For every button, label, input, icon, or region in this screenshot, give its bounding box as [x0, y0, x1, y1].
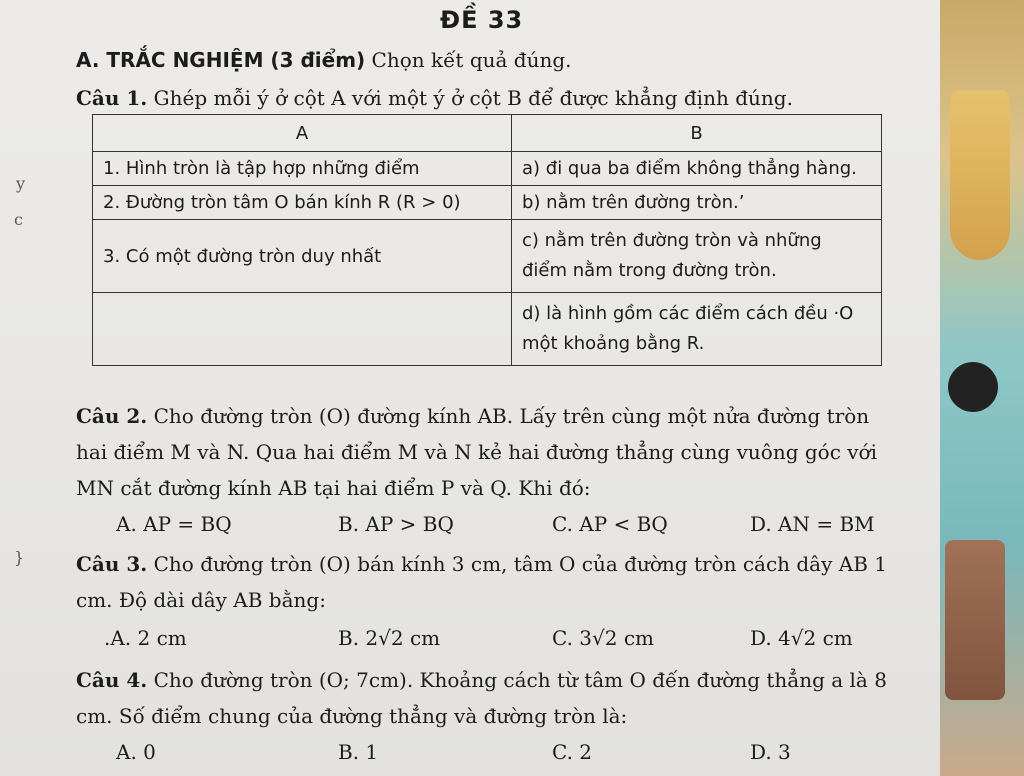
table-cell-b: b) nằm trên đường tròn.’ [512, 186, 882, 220]
background-dark-circle [948, 362, 998, 412]
question-1 [76, 86, 793, 110]
table-header-row [93, 115, 882, 152]
table-cell-a: 2. Đường tròn tâm O bán kính R (R > 0) [93, 186, 512, 220]
column-header-b: B [512, 115, 882, 152]
table-row [93, 186, 882, 220]
question-4 [76, 662, 906, 734]
margin-mark: } [14, 548, 25, 567]
option-b: B. 2√2 cm [338, 626, 441, 650]
table-row [93, 293, 882, 366]
section-heading [76, 48, 572, 72]
table-row [93, 220, 882, 293]
table-cell-b: c) nằm trên đường tròn và những điểm nằm trong đường tròn. [512, 220, 882, 293]
table-cell-a: 3. Có một đường tròn duy nhất [93, 220, 512, 293]
question-label: Câu 2. [76, 404, 148, 428]
option-d: D. 3 [750, 740, 791, 764]
option-a: A. AP = BQ [116, 512, 232, 536]
question-2 [76, 398, 906, 506]
option-c: C. 2 [552, 740, 593, 764]
column-header-a: A [93, 115, 512, 152]
question-3 [76, 546, 906, 618]
option-d: D. AN = BM [750, 512, 875, 536]
option-c: C. AP < BQ [552, 512, 668, 536]
margin-mark: c [14, 210, 23, 229]
option-a: .A. 2 cm [104, 626, 187, 650]
section-instruction: Chọn kết quả đúng. [371, 48, 572, 72]
table-cell-a [93, 293, 512, 366]
background-glass [950, 90, 1010, 260]
option-b: B. AP > BQ [338, 512, 454, 536]
table-cell-a: 1. Hình tròn là tập hợp những điểm [93, 152, 512, 186]
question-label: Câu 1. [76, 86, 148, 110]
option-d: D. 4√2 cm [750, 626, 853, 650]
table-cell-b: a) đi qua ba điểm không thẳng hàng. [512, 152, 882, 186]
question-text: Cho đường tròn (O; 7cm). Khoảng cách từ tâm O đến đường thẳng a là 8 cm. Số điểm chung của đường thẳng và đường tròn là: [76, 668, 887, 728]
matching-table [92, 114, 882, 366]
option-b: B. 1 [338, 740, 379, 764]
question-text: Cho đường tròn (O) bán kính 3 cm, tâm O của đường tròn cách dây AB 1 cm. Độ dài dây AB bằng: [76, 552, 887, 612]
exam-title: ĐỀ 33 [440, 6, 524, 34]
question-text: Ghép mỗi ý ở cột A với một ý ở cột B để được khẳng định đúng. [153, 86, 793, 110]
table-cell-b: d) là hình gồm các điểm cách đều ·O một khoảng bằng R. [512, 293, 882, 366]
question-label: Câu 3. [76, 552, 148, 576]
question-text: Cho đường tròn (O) đường kính AB. Lấy trên cùng một nửa đường tròn hai điểm M và N. Qua hai điểm M và N kẻ hai đường thẳng cùng vuông góc với MN cắt đường kính AB tại hai điểm P và Q. Khi đó: [76, 404, 877, 500]
section-label: A. TRẮC NGHIỆM (3 điểm) [76, 48, 366, 72]
margin-mark: y [16, 174, 26, 193]
option-a: A. 0 [116, 740, 156, 764]
table-row [93, 152, 882, 186]
question-label: Câu 4. [76, 668, 148, 692]
background-cup [945, 540, 1005, 700]
option-c: C. 3√2 cm [552, 626, 655, 650]
